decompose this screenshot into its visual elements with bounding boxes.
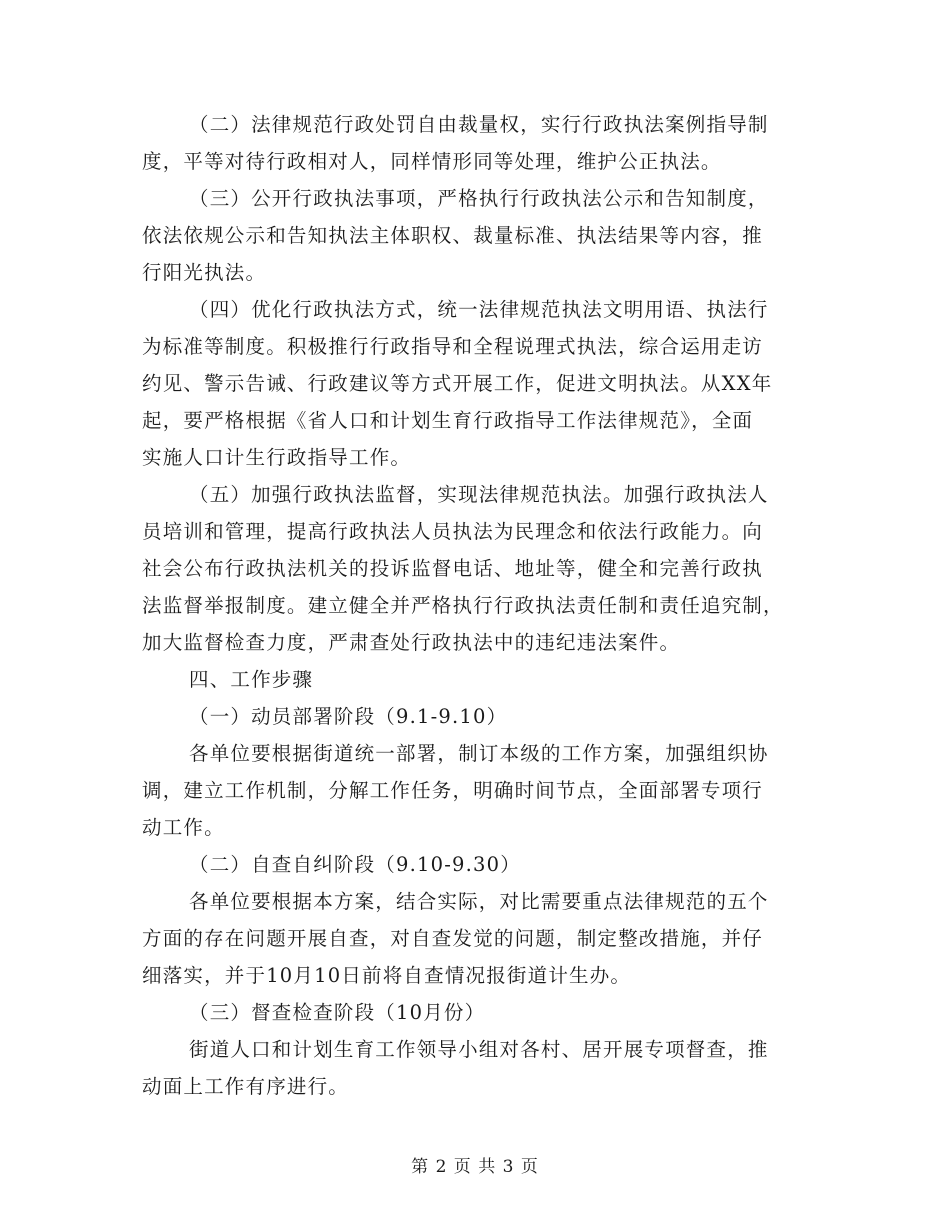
text-line: 动工作。 [142, 816, 225, 839]
text-line: 起，要严格根据《省人口和计划生育行政指导工作法律规范》，全面 [142, 409, 754, 432]
text-line: 依法依规公示和告知执法主体职权、裁量标准、执法结果等内容，推 [142, 224, 764, 247]
text-line: 动面上工作有序进行。 [142, 1075, 350, 1098]
text-line: 为标准等制度。积极推行行政指导和全程说理式执法，综合运用走访 [142, 335, 764, 358]
text-line: （二）自查自纠阶段（9.10-9.30） [189, 853, 521, 876]
text-line: 街道人口和计划生育工作领导小组对各村、居开展专项督查，推 [189, 1038, 769, 1061]
text-line: 四、工作步骤 [189, 668, 314, 691]
text-line: 实施人口计生行政指导工作。 [142, 446, 412, 469]
text-line: 法监督举报制度。建立健全并严格执行行政执法责任制和责任追究制， [142, 594, 784, 617]
text-line: （三）公开行政执法事项，严格执行行政执法公示和告知制度， [189, 187, 769, 210]
page-footer: 第 2 页 共 3 页 [411, 1157, 539, 1177]
text-line: 度，平等对待行政相对人，同样情形同等处理，维护公正执法。 [142, 150, 722, 173]
text-line: 行阳光执法。 [142, 261, 267, 284]
text-line: 社会公布行政执法机关的投诉监督电话、地址等，健全和完善行政执 [142, 557, 764, 580]
text-line: 各单位要根据本方案，结合实际，对比需要重点法律规范的五个 [189, 890, 769, 913]
text-line: 细落实，并于10月10日前将自查情况报街道计生办。 [142, 964, 632, 987]
text-line: （五）加强行政执法监督，实现法律规范执法。加强行政执法人 [189, 483, 769, 506]
text-line: 约见、警示告诫、行政建议等方式开展工作，促进文明执法。从XX年 [142, 372, 773, 395]
text-line: 方面的存在问题开展自查，对自查发觉的问题，制定整改措施，并仔 [142, 927, 764, 950]
text-line: 各单位要根据街道统一部署，制订本级的工作方案，加强组织协 [189, 742, 769, 765]
text-line: （二）法律规范行政处罚自由裁量权，实行行政执法案例指导制 [189, 113, 769, 136]
text-line: 加大监督检查力度，严肃查处行政执法中的违纪违法案件。 [142, 631, 681, 654]
text-line: 员培训和管理，提高行政执法人员执法为民理念和依法行政能力。向 [142, 520, 764, 543]
text-line: （一）动员部署阶段（9.1-9.10） [189, 705, 508, 728]
text-line: 调，建立工作机制，分解工作任务，明确时间节点，全面部署专项行 [142, 779, 764, 802]
text-line: （三）督查检查阶段（10月份） [189, 1001, 486, 1024]
document-body [142, 106, 802, 1105]
text-line: （四）优化行政执法方式，统一法律规范执法文明用语、执法行 [189, 298, 769, 321]
